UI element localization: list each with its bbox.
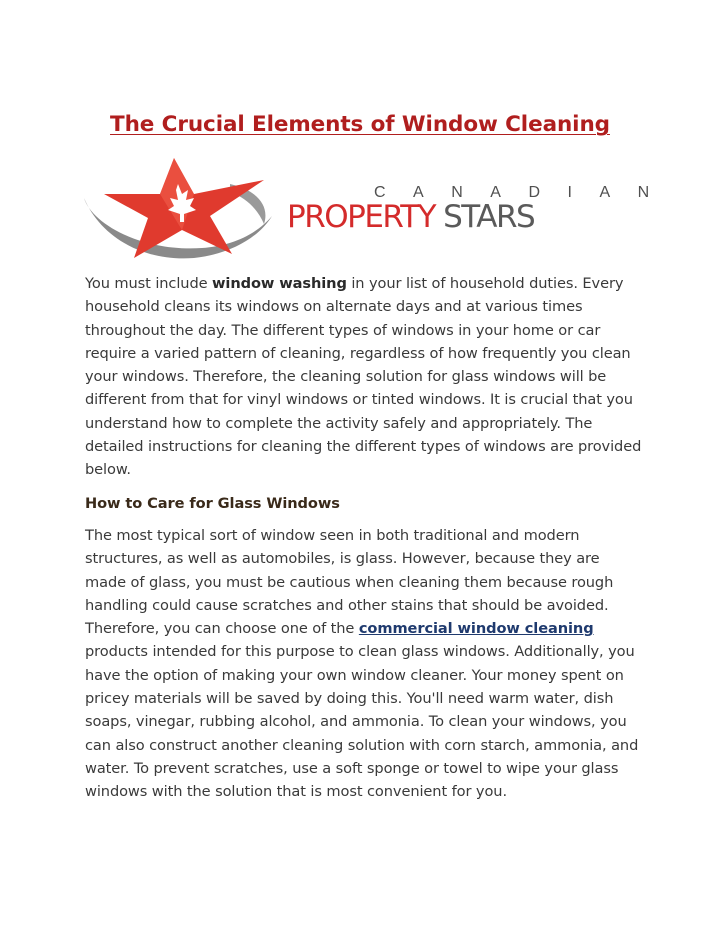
page-title: The Crucial Elements of Window Cleaning [110,112,610,137]
section-heading: How to Care for Glass Windows [85,494,340,512]
body-text-rest: products intended for this purpose to clean glass windows. Additionally, you have the option of making your own window cleaner. Your money spent on pricey materials will be saved by doing this. You'll need warm water, dish soaps, vinegar, rubbing alcohol, and ammonia. To clean your windows, you can also construct another cleaning solution with corn starch, ammonia, and water. To prevent scratches, use a soft sponge or towel to wipe your glass windows with the solution that is most convenient for you. [85,643,639,801]
star-swoosh-icon [82,154,282,262]
intro-paragraph [85,272,645,482]
logo-word-stars: STARS [443,199,535,235]
logo-main-text [287,197,534,237]
company-logo [82,154,677,262]
commercial-window-cleaning-link[interactable]: commercial window cleaning [358,620,594,638]
intro-text-start: You must include [85,275,213,292]
intro-bold-keyword: window washing [212,275,347,292]
intro-text-rest: in your list of household duties. Every household cleans its windows on alternate days and at various times throughout the day. The different types of windows in your home or car require a varied pattern of cleaning, regardless of how frequently you clean your windows. Therefore, the cleaning solution for glass windows will be different from that for vinyl windows or tinted windows. It is crucial that you understand how to complete the activity safely and appropriately. The detailed instructions for cleaning the different types of windows are provided below. [85,275,642,479]
article-body [85,272,645,804]
logo-word-property: PROPERTY [287,199,436,235]
body-paragraph [85,524,645,804]
logo-top-text: CANADIAN [374,184,677,201]
body-text-start: The most typical sort of window seen in both traditional and modern structures, as well as automobiles, is glass. However, because they are made of glass, you must be cautious when cleaning them because rough handling could cause scratches and other stains that should be avoided. Therefore, you can choose one of the [85,526,614,638]
